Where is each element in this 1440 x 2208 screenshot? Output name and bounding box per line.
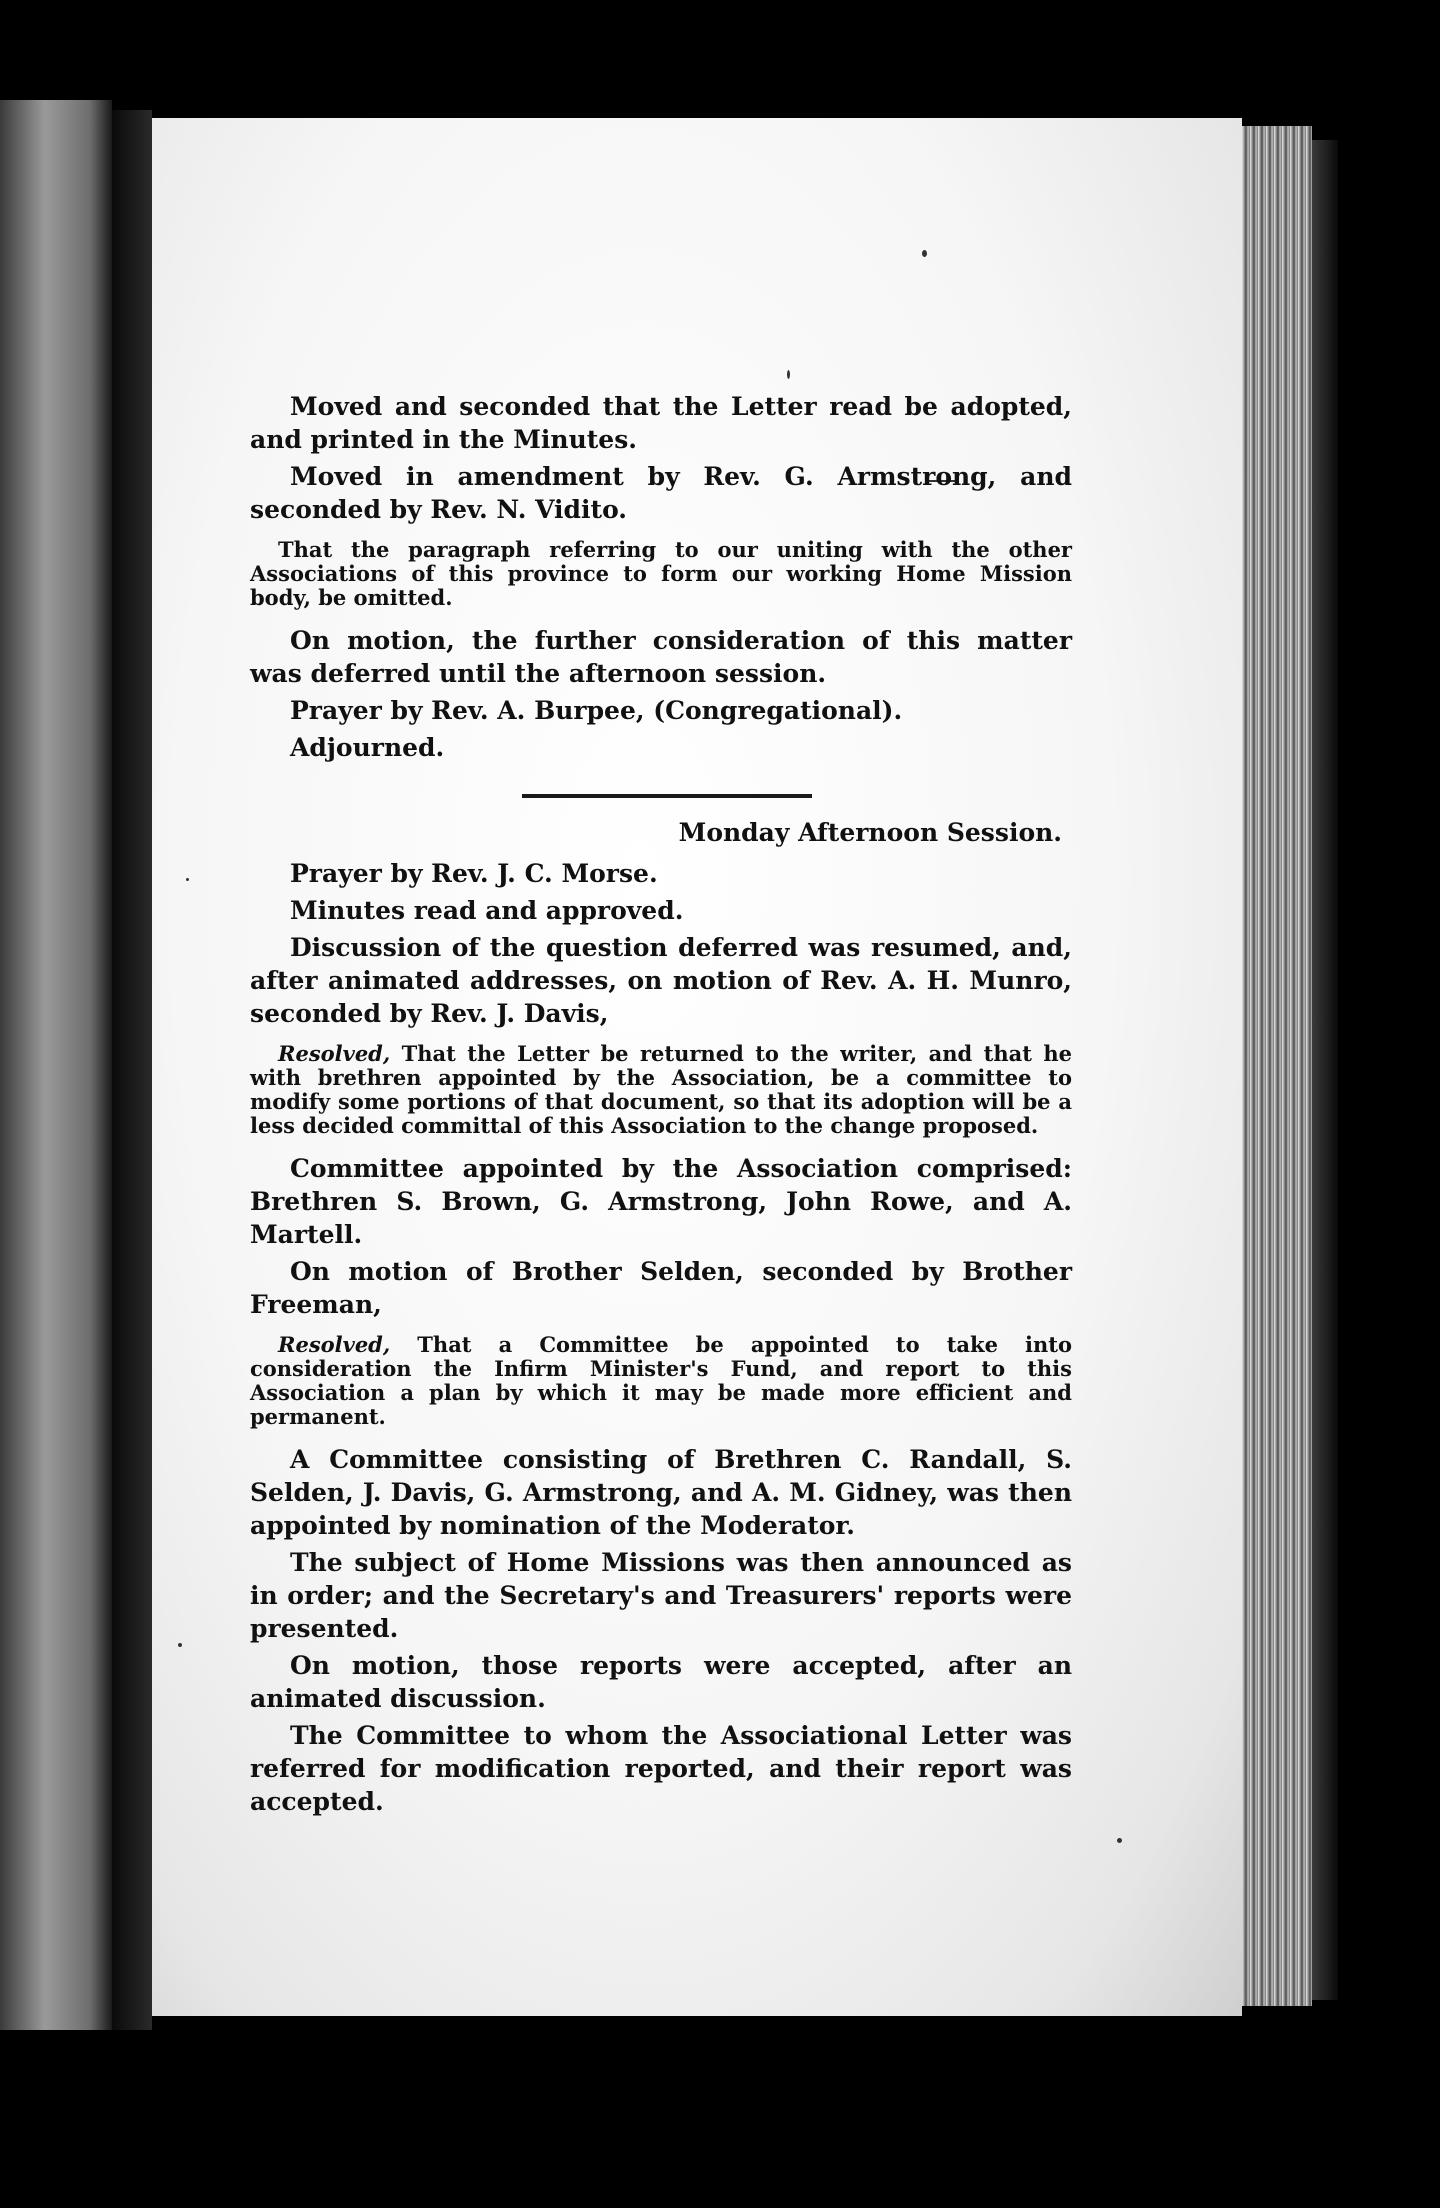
facing-page-edge	[0, 100, 112, 2030]
paragraph: Committee appointed by the Association comprised: Brethren S. Brown, G. Armstrong, John Rowe, and A. Martell.	[250, 1154, 1072, 1249]
resolution	[250, 1042, 1072, 1138]
resolution-label: Resolved,	[278, 1041, 391, 1066]
document-body	[250, 390, 1072, 1818]
paragraph: Moved in amendment by Rev. G. Armstrong, and seconded by Rev. N. Vidito.	[250, 462, 1072, 524]
section-divider	[522, 794, 812, 798]
resolution-label: Resolved,	[278, 1332, 391, 1357]
paragraph: The subject of Home Missions was then announced as in order; and the Secretary's and Treasurers' reports were presented.	[250, 1548, 1072, 1643]
paragraph: Prayer by Rev. J. C. Morse.	[290, 859, 658, 888]
page-stack-edge	[1242, 126, 1312, 2006]
paragraph: On motion of Brother Selden, seconded by Brother Freeman,	[250, 1257, 1072, 1319]
book-gutter	[112, 110, 152, 2030]
paragraph: A Committee consisting of Brethren C. Randall, S. Selden, J. Davis, G. Armstrong, and A. M. Gidney, was then appointed by nomination of the Moderator.	[250, 1445, 1072, 1540]
resolution	[250, 1333, 1072, 1429]
paragraph: Adjourned.	[290, 733, 445, 762]
resolution-text: That a Committee be appointed to take into consideration the Infirm Minister's Fund, and report to this Association a plan by which it may be made more efficient and permanent.	[250, 1332, 1073, 1429]
paragraph: Discussion of the question deferred was resumed, and, after animated addresses, on motion of Rev. A. H. Munro, seconded by Rev. J. Davis,	[250, 933, 1072, 1028]
section-heading: Monday Afternoon Session.	[678, 818, 1062, 847]
paragraph: On motion, those reports were accepted, after an animated discussion.	[250, 1651, 1072, 1713]
book-cover-edge	[1312, 140, 1338, 2000]
paragraph: The Committee to whom the Associational Letter was referred for modification reported, and their report was accepted.	[250, 1721, 1072, 1816]
paragraph: Minutes read and approved.	[290, 896, 684, 925]
amendment-quote: That the paragraph referring to our uniting with the other Associations of this province to form our working Home Mission body, be omitted.	[250, 537, 1072, 610]
paragraph: On motion, the further consideration of this matter was deferred until the afternoon session.	[250, 626, 1072, 688]
paragraph: Prayer by Rev. A. Burpee, (Congregational).	[290, 696, 903, 725]
paragraph: Moved and seconded that the Letter read be adopted, and printed in the Minutes.	[250, 392, 1072, 454]
resolution-text: That the Letter be returned to the writer, and that he with brethren appointed by the Association, be a committee to modify some portions of that document, so that its adoption will be a less decided committal of this Association to the change proposed.	[250, 1041, 1072, 1138]
